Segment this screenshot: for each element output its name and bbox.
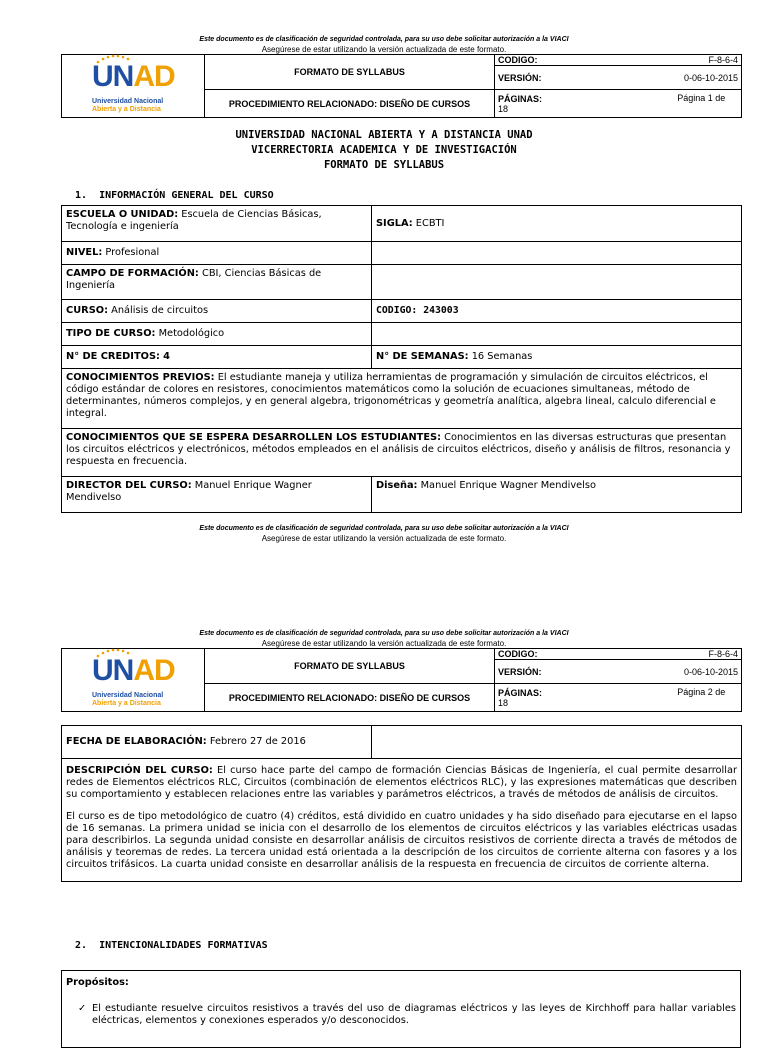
propositos-cell [62,971,741,1048]
course-description-table [61,725,742,882]
header-version-value: 0-06-10-2015 [662,660,742,684]
section-2-number: 2. [75,940,88,951]
security-notice-top [0,35,768,55]
document-header-page-1 [61,54,742,118]
document-titles [0,128,768,173]
nivel-cell: NIVEL: Profesional [62,242,372,265]
header-paginas-label: PÁGINAS: [498,93,543,104]
propositos-list [66,1003,736,1027]
header-version-label: VERSIÓN: [495,660,662,684]
curso-cell: CURSO: Análisis de circuitos [62,300,372,323]
semanas-cell: N° DE SEMANAS: 16 Semanas [372,346,742,369]
header-paginas-total: 18 [498,697,509,708]
director-cell: DIRECTOR DEL CURSO: Manuel Enrique Wagner Mendivelso [62,477,372,513]
header-paginas-label: PÁGINAS: [498,687,543,698]
header-procedimiento: PROCEDIMIENTO RELACIONADO: DISEÑO DE CURSOS [205,90,495,118]
security-notice-line1: Este documento es de clasificación de seguridad controlada, para su uso debe solicitar autorización a la VIACI [199,36,569,43]
unad-logo [62,56,204,116]
logo-wordmark: UNAD [92,654,175,687]
section-2-title: INTENCIONALIDADES FORMATIVAS [99,940,268,951]
security-notice-line2: Asegúrese de estar utilizando la versión actualizada de este formato. [261,639,507,648]
header-paginas-value: Página 2 de [662,684,742,712]
unad-logo [62,650,204,710]
empty-cell [372,265,742,300]
title-university: UNIVERSIDAD NACIONAL ABIERTA Y A DISTANCIA UNAD [235,129,533,141]
descripcion-paragraph-2: El curso es de tipo metodológico de cuatro (4) créditos, está dividido en cuatro unidades y ha sido diseñado para ejecutarse en el lapso de 16 semanas. La primera unidad se inicia con el desarrollo de los elementos de circuitos eléctricos y las variables eléctricas usadas para describirlos. La segunda unidad consiste en desarrollar análisis de circuitos resistivos de corriente directa a través de métodos de análisis y teoremas de redes. La tercera unidad está orientada a la descripción de los circuitos de corriente alterna con fasores y a los circuitos trifásicos. La cuarta unidad consiste en desarrollar análisis de la respuesta en frecuencia de circuitos de corriente alterna. [66,811,737,870]
security-notice-top-page-2 [0,629,768,649]
security-notice-line2: Asegúrese de estar utilizando la versión actualizada de este formato. [261,534,507,543]
escuela-cell: ESCUELA O UNIDAD: Escuela de Ciencias Básicas, Tecnología e ingeniería [62,206,372,242]
header-paginas-total: 18 [498,103,509,114]
empty-cell [372,726,742,759]
logo-subtitle-1: Universidad Nacional [92,692,164,699]
security-notice-line2: Asegúrese de estar utilizando la versión actualizada de este formato. [261,45,507,54]
section-2-heading [75,940,268,951]
descripcion-paragraph-1: DESCRIPCIÓN DEL CURSO: El curso hace parte del campo de formación Ciencias Básicas de Ingeniería, el cual permite desarrollar redes de Elementos eléctricos RLC, Circuitos (combinación de elementos eléctricos RLC), y las expresiones matemáticas que describen su comportamiento y establecen relaciones entre las variables y parámetros eléctricos, a través de métodos de análisis de circuitos. [66,765,737,800]
tipo-cell: TIPO DE CURSO: Metodológico [62,323,372,346]
section-1-number: 1. [75,190,88,201]
security-notice-bottom [0,524,768,544]
course-info-table [61,205,742,513]
header-version-label: VERSIÓN: [495,66,662,90]
conocimientos-previos-cell: CONOCIMIENTOS PREVIOS: El estudiante maneja y utiliza herramientas de programación y simulación de circuitos eléctricos, el código estándar de colores en resistores, conocimientos matemáticos como la solución de ecuaciones simultaneas, método de determinantes, números complejos, y en general algebra, trigonométricas y geometría analítica, algebra lineal, calculo diferencial e integral. [62,369,742,429]
disena-cell: Diseña: Manuel Enrique Wagner Mendivelso [372,477,742,513]
header-procedimiento: PROCEDIMIENTO RELACIONADO: DISEÑO DE CURSOS [205,684,495,712]
title-formato: FORMATO DE SYLLABUS [323,159,445,171]
header-codigo-value: F-8-6-4 [662,649,742,660]
header-paginas-value: Página 1 de [662,90,742,118]
propositos-table [61,970,741,1048]
section-1-title: INFORMACIÓN GENERAL DEL CURSO [99,190,274,201]
logo-subtitle-1: Universidad Nacional [92,98,164,105]
logo-wordmark: UNAD [92,60,175,93]
header-version-value: 0-06-10-2015 [662,66,742,90]
sigla-cell: SIGLA: ECBTI [372,206,742,242]
security-notice-line1: Este documento es de clasificación de seguridad controlada, para su uso debe solicitar autorización a la VIACI [199,525,569,532]
propositos-label: Propósitos: [66,977,129,988]
logo-subtitle-2: Abierta y a Distancia [92,106,161,113]
conocimientos-esperados-cell: CONOCIMIENTOS QUE SE ESPERA DESARROLLEN LOS ESTUDIANTES: Conocimientos en las diversas estructuras que presentan los circuitos eléctricos y electrónicos, métodos empleados en el análisis de circuitos eléctricos, diseño y análisis de filtros, resonancia y respuesta en frecuencia. [62,429,742,477]
header-paginas-cell [495,684,662,712]
document-header-page-2 [61,648,742,712]
section-1-heading [75,190,274,201]
header-formato: FORMATO DE SYLLABUS [205,649,495,684]
header-paginas-cell [495,90,662,118]
codigo-cell: CODIGO: 243003 [372,300,742,323]
logo-subtitle-2: Abierta y a Distancia [92,700,161,707]
header-codigo-label: CODIGO: [495,55,662,66]
empty-cell [372,242,742,265]
check-icon: ✓ [78,1003,87,1014]
logo-cell [62,649,205,712]
security-notice-line1: Este documento es de clasificación de seguridad controlada, para su uso debe solicitar autorización a la VIACI [199,630,569,637]
header-formato: FORMATO DE SYLLABUS [205,55,495,90]
campo-cell: CAMPO DE FORMACIÓN: CBI, Ciencias Básicas de Ingeniería [62,265,372,300]
empty-cell [372,323,742,346]
fecha-cell: FECHA DE ELABORACIÓN: Febrero 27 de 2016 [62,726,372,759]
descripcion-cell [62,759,742,882]
title-vicerrectoria: VICERRECTORIA ACADEMICA Y DE INVESTIGACIÓN [251,144,517,156]
header-codigo-value: F-8-6-4 [662,55,742,66]
creditos-cell: N° DE CREDITOS: 4 [62,346,372,369]
logo-cell [62,55,205,118]
list-item: ✓ El estudiante resuelve circuitos resistivos a través del uso de diagramas eléctricos y las leyes de Kirchhoff para hallar variables eléctricas, elementos y conexiones esperados y/o desconocidos. [78,1003,736,1026]
header-codigo-label: CODIGO: [495,649,662,660]
